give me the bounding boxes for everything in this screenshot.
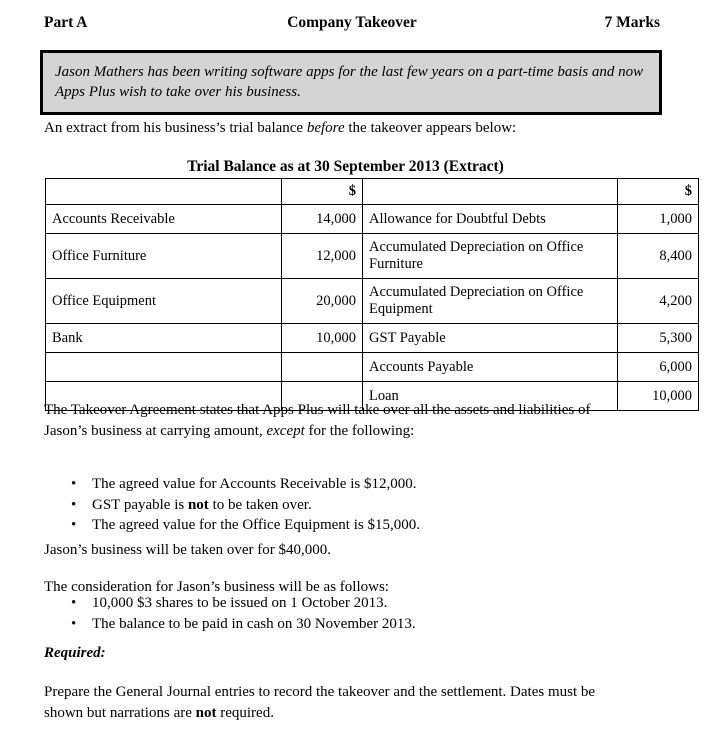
cell-debit-amount: 10,000 [282, 324, 363, 353]
required-heading: Required: [44, 645, 106, 661]
table-row [46, 205, 699, 234]
cell-credit-account: Accumulated Depreciation on Office Furniture [363, 234, 618, 279]
required-line-2-after: required. [216, 704, 274, 721]
marks-label: 7 Marks [604, 14, 660, 31]
list-item [44, 614, 644, 635]
cell-credit-account: Accounts Payable [363, 353, 618, 382]
header-cell-debit-dollar: $ [282, 179, 363, 205]
list-item [44, 474, 644, 495]
bullet-dot-icon: • [71, 496, 77, 513]
header-cell-credit-account [363, 179, 618, 205]
scenario-callout-box [40, 50, 662, 115]
cell-debit-amount: 14,000 [282, 205, 363, 234]
intro-text-after: the takeover appears below: [344, 120, 517, 136]
bullet-text: The balance to be paid in cash on 30 November 2013. [92, 615, 416, 632]
list-item [44, 515, 644, 536]
page-title: Company Takeover [287, 14, 417, 31]
cell-debit-amount: 20,000 [282, 279, 363, 324]
intro-emphasis-before: before [306, 120, 345, 136]
intro-text-before: An extract from his business’s trial balance [44, 120, 307, 136]
cell-debit-account: Accounts Receivable [46, 205, 282, 234]
page-header [44, 12, 660, 34]
cell-debit-amount: 12,000 [282, 234, 363, 279]
required-emphasis-not: not [195, 704, 217, 721]
agreement-line-2-before: Jason’s business at carrying amount, [44, 422, 267, 439]
cell-debit-account [46, 353, 282, 382]
table-row [46, 279, 699, 324]
bullet-dot-icon: • [71, 476, 77, 492]
consideration-intro-paragraph: The consideration for Jason’s business will be as follows: [44, 579, 389, 595]
cell-credit-amount: 1,000 [618, 205, 699, 234]
cell-credit-account: Accumulated Depreciation on Office Equipment [363, 279, 618, 324]
cell-credit-account: Allowance for Doubtful Debts [363, 205, 618, 234]
cell-credit-amount: 10,000 [618, 382, 699, 411]
bullet-text-before: GST payable is [92, 496, 188, 513]
cell-debit-amount [282, 353, 363, 382]
cell-credit-account: GST Payable [363, 324, 618, 353]
bullet-text-bold: not [187, 496, 209, 513]
required-instructions-paragraph [44, 682, 664, 723]
bullet-text-before: The agreed value for the Office Equipment is $15,000. [92, 517, 420, 533]
bullet-dot-icon: • [71, 517, 77, 533]
table-row [46, 353, 699, 382]
takeover-agreement-paragraph [44, 400, 664, 441]
consideration-bullet-list [44, 593, 644, 634]
cell-credit-amount: 8,400 [618, 234, 699, 279]
cell-debit-account: Office Furniture [46, 234, 282, 279]
bullet-dot-icon: • [71, 615, 77, 632]
trial-balance-body [46, 179, 699, 411]
scenario-text: Jason Mathers has been writing software apps for the last few years on a part-time basis and now Apps Plus wish to take over his business. [55, 64, 644, 100]
trial-balance-caption: Trial Balance as at 30 September 2013 (Extract) [187, 158, 504, 175]
cell-debit-account: Office Equipment [46, 279, 282, 324]
cell-credit-amount: 4,200 [618, 279, 699, 324]
required-line-2-before: shown but narrations are [44, 704, 196, 721]
bullet-text: 10,000 $3 shares to be issued on 1 October 2013. [92, 595, 388, 611]
table-header-row [46, 179, 699, 205]
table-row [46, 324, 699, 353]
list-item [44, 495, 644, 516]
extract-intro-line [44, 118, 516, 138]
agreement-line-1: The Takeover Agreement states that Apps Plus will take over all the assets and liabilities of [44, 402, 591, 418]
bullet-text-after: to be taken over. [208, 496, 312, 513]
taken-over-paragraph: Jason’s business will be taken over for $40,000. [44, 542, 332, 558]
header-cell-credit-dollar: $ [618, 179, 699, 205]
cell-debit-account: Bank [46, 324, 282, 353]
bullet-dot-icon: • [71, 595, 77, 611]
cell-credit-amount: 5,300 [618, 324, 699, 353]
trial-balance-table-wrapper [45, 178, 692, 411]
table-row [46, 234, 699, 279]
header-cell-debit-account [46, 179, 282, 205]
part-label: Part A [44, 14, 88, 31]
bullet-text-before: The agreed value for Accounts Receivable is $12,000. [92, 476, 417, 492]
exception-bullet-list [44, 474, 644, 536]
trial-balance-table [45, 178, 699, 411]
required-line-1: Prepare the General Journal entries to record the takeover and the settlement. Dates must be [44, 684, 596, 700]
cell-credit-amount: 6,000 [618, 353, 699, 382]
agreement-line-2-after: for the following: [304, 422, 415, 439]
cell-credit-account: Loan [363, 382, 618, 411]
list-item [44, 593, 644, 614]
agreement-emphasis-except: except [266, 422, 305, 439]
